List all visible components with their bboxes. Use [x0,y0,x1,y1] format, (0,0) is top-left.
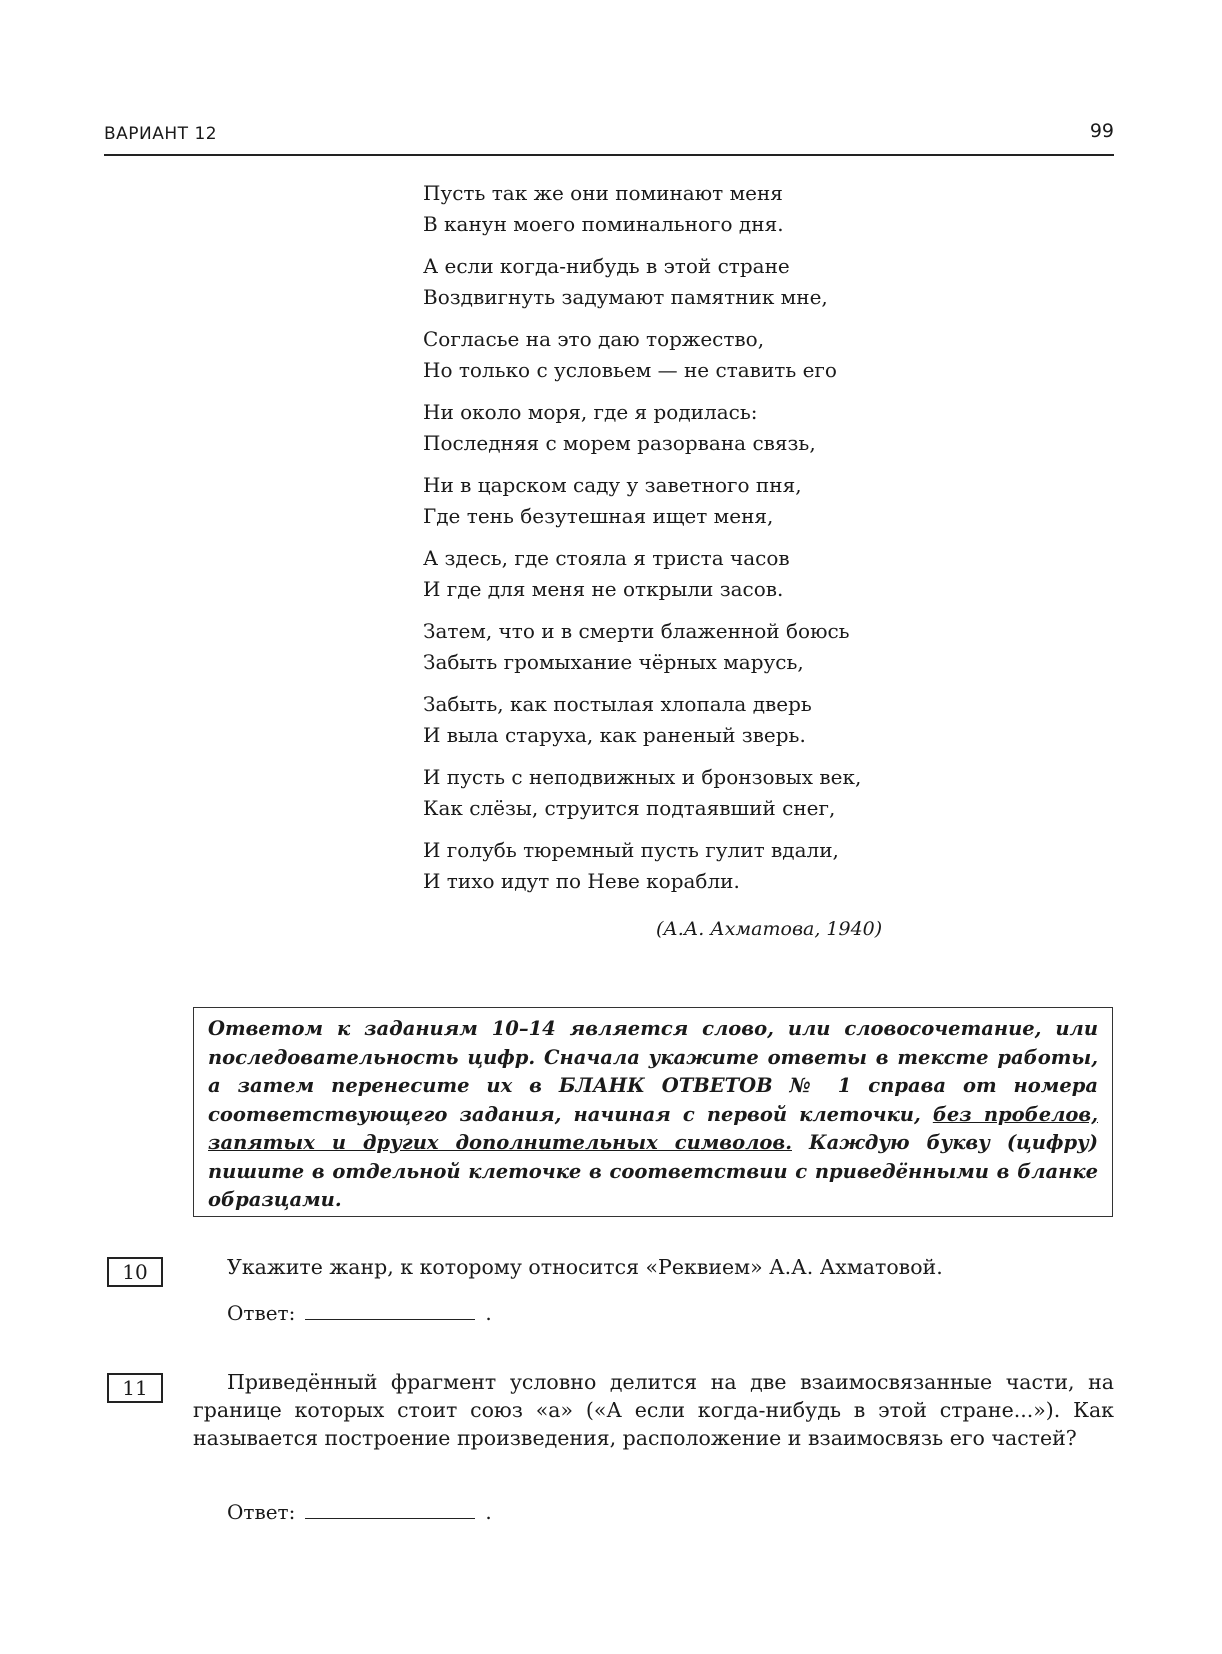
answer-field[interactable] [305,1502,475,1519]
stanza [423,689,943,751]
task-question: Приведённый фрагмент условно делится на две взаимосвязанные части, на границе которых стоит союз «а» («А если когда-нибудь в этой стране...»). Как называется построение произведения, расположение и взаимосвязь его частей? [193,1370,1114,1450]
poem-line: И где для меня не открыли засов. [423,577,784,601]
poem-line: Забыть громыхание чёрных марусь, [423,650,804,674]
stanza [423,616,943,678]
poem-line: И голубь тюремный пусть гулит вдали, [423,838,839,862]
answer-end: . [485,1500,492,1524]
variant-label: ВАРИАНТ 12 [104,124,218,144]
instructions-text [208,1015,1098,1215]
answer-label: Ответ: [227,1500,296,1524]
poem-line: А здесь, где стояла я триста часов [423,546,790,570]
poem-line: Ни в царском саду у заветного пня, [423,473,802,497]
stanza [423,324,943,386]
poem-line: И тихо идут по Неве корабли. [423,869,740,893]
answer-label: Ответ: [227,1301,296,1325]
poem-line: Как слёзы, струится подтаявший снег, [423,796,836,820]
poem-line: Где тень безутешная ищет меня, [423,504,774,528]
page-number: 99 [1089,120,1114,142]
instructions-part1: Ответом к заданиям 10–14 является слово, или словосочетание, или последовательность цифр. Сначала укажите ответы в тексте работы, а затем перенесите их в БЛАНК ОТВЕТОВ № 1 справа от номера соответствующего задания, начиная с первой клеточки, [208,1017,1098,1126]
poem-line: Забыть, как постылая хлопала дверь [423,692,812,716]
poem-line: Затем, что и в смерти блаженной боюсь [423,619,850,643]
poem-line: А если когда-нибудь в этой стране [423,254,790,278]
stanza [423,543,943,605]
header-divider [104,154,1114,156]
answer-field[interactable] [305,1303,475,1320]
answer-row [227,1301,492,1325]
instructions-part2: Каждую букву (цифру) пишите в отдельной клеточке в соответствии с приведёнными в бланке образцами. [208,1131,1098,1211]
poem-line: Согласье на это даю торжество, [423,327,765,351]
poem-line: Воздвигнуть задумают памятник мне, [423,285,828,309]
poem-line: Ни около моря, где я родилась: [423,400,758,424]
poem-line: И пусть с неподвижных и бронзовых век, [423,765,862,789]
poem-line: Последняя с морем разорвана связь, [423,431,816,455]
poem-line: И выла старуха, как раненый зверь. [423,723,806,747]
task-question: Укажите жанр, к которому относится «Реквием» А.А. Ахматовой. [227,1255,943,1279]
stanza [423,251,943,313]
instructions-underlined: без пробелов, запятых и других дополнительных символов. [208,1102,1098,1154]
task-number-box: 11 [107,1373,163,1403]
poem-signature: (А.А. Ахматова, 1940) [656,918,883,940]
stanza [423,470,943,532]
stanza [423,762,943,824]
instructions-box [193,1007,1113,1217]
poem-line: Пусть так же они поминают меня [423,181,783,205]
poem-line: В канун моего поминального дня. [423,212,784,236]
poem [423,178,943,908]
answer-end: . [485,1301,492,1325]
answer-row [227,1500,492,1524]
stanza [423,397,943,459]
poem-line: Но только с условьем — не ставить его [423,358,837,382]
task-number-box: 10 [107,1257,163,1287]
stanza [423,178,943,240]
stanza [423,835,943,897]
